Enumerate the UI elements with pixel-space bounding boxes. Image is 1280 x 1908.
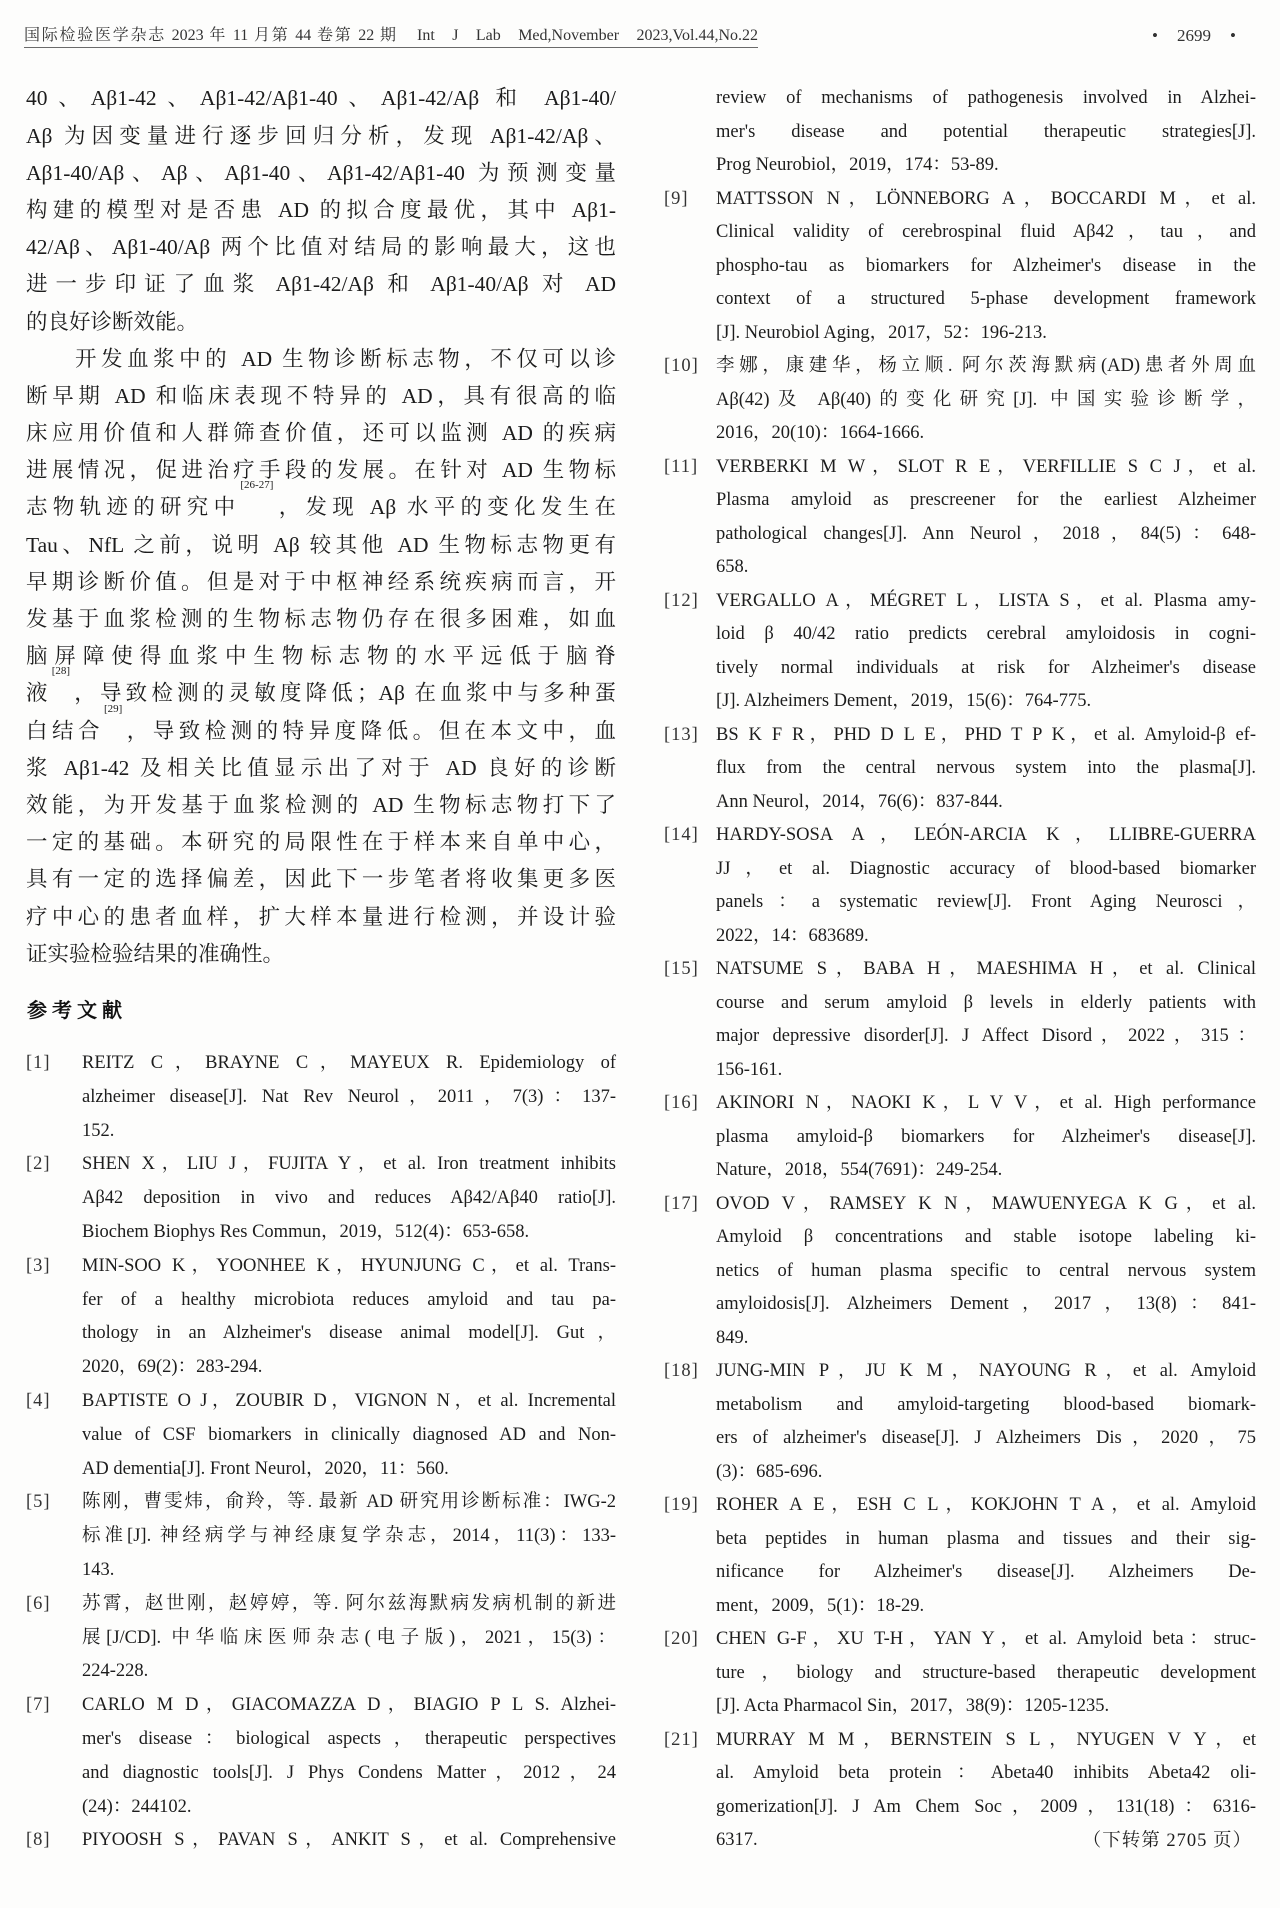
reference-line: amyloidosis[J]. Alzheimers Dement，2017，13(8)：841- <box>716 1294 1256 1315</box>
paragraph <box>26 341 616 973</box>
reference-line: 849. <box>716 1327 749 1348</box>
reference-item <box>26 1588 616 1689</box>
reference-number: [10] <box>664 356 699 377</box>
reference-line: HARDY-SOSA A，LEÓN-ARCIA K，LLIBRE-GUERRA <box>716 825 1256 846</box>
line-text: 断早期 AD 和临床表现不特异的 AD，具有很高的临 <box>26 383 616 408</box>
reference-line: course and serum amyloid β levels in elderly patients with <box>716 992 1256 1013</box>
reference-line: fer of a healthy microbiota reduces amyloid and tau pa- <box>82 1289 616 1310</box>
text-line <box>26 601 616 638</box>
reference-line: (3)：685-696. <box>716 1461 823 1482</box>
line-text: 一定的基础。本研究的局限性在于样本来自单中心， <box>26 830 616 855</box>
reference-line: Clinical validity of cerebrospinal fluid Aβ42，tau，and <box>716 222 1256 243</box>
reference-line: beta peptides in human plasma and tissues and their sig- <box>716 1528 1256 1549</box>
reference-line: 苏霄，赵世刚，赵婷婷，等. 阿尔兹海默病发病机制的新进 <box>82 1593 616 1614</box>
text-line <box>26 824 616 861</box>
reference-line: 224-228. <box>82 1661 149 1682</box>
reference-line: 标准[J]. 神经病学与神经康复学杂志，2014，11(3)：133- <box>82 1526 616 1547</box>
reference-line: NATSUME S，BABA H，MAESHIMA H，et al. Clinical <box>716 959 1256 980</box>
reference-item <box>664 1489 1256 1623</box>
reference-item <box>664 82 1256 183</box>
reference-line: flux from the central nervous system into the plasma[J]. <box>716 758 1256 779</box>
header-rule <box>24 47 758 48</box>
reference-line: 陈刚，曹雯炜，俞羚，等. 最新 AD 研究用诊断标准：IWG-2 <box>82 1492 616 1513</box>
reference-item <box>664 819 1256 953</box>
reference-line: BAPTISTE O J，ZOUBIR D，VIGNON N，et al. Incremental <box>82 1391 616 1412</box>
reference-line: review of mechanisms of pathogenesis involved in Alzhei- <box>716 88 1256 109</box>
reference-line: [J]. Acta Pharmacol Sin，2017，38(9)：1205-1235. <box>716 1696 1110 1717</box>
reference-number: [15] <box>664 959 699 980</box>
reference-line: al. Amyloid beta protein：Abeta40 inhibits Abeta42 oli- <box>716 1763 1256 1784</box>
body-text <box>26 80 616 973</box>
reference-item <box>664 1188 1256 1356</box>
paragraph <box>26 80 616 340</box>
reference-number: [4] <box>26 1391 51 1412</box>
text-line <box>26 378 616 415</box>
text-line <box>26 266 616 303</box>
reference-line: value of CSF biomarkers in clinically diagnosed AD and Non- <box>82 1424 616 1445</box>
reference-line: 李娜，康建华，杨立顺. 阿尔茨海默病(AD)患者外周血 <box>716 356 1256 377</box>
reference-line: plasma amyloid-β biomarkers for Alzheimer's disease[J]. <box>716 1126 1256 1147</box>
reference-line: AD dementia[J]. Front Neurol，2020，11：560. <box>82 1458 449 1479</box>
reference-number: [14] <box>664 825 699 846</box>
text-line <box>26 229 616 266</box>
text-line <box>26 341 616 378</box>
reference-line: 2022，14：683689. <box>716 925 869 946</box>
line-text: 液 <box>26 681 52 706</box>
reference-line: panels：a systematic review[J]. Front Aging Neurosci， <box>716 892 1256 913</box>
line-text: 白结合 <box>26 718 104 743</box>
reference-line: nificance for Alzheimer's disease[J]. Alzheimers De- <box>716 1562 1256 1583</box>
reference-item <box>664 1087 1256 1188</box>
references-heading: 参考文献 <box>27 998 127 1022</box>
reference-line: Nature，2018，554(7691)：249-254. <box>716 1160 1003 1181</box>
reference-item <box>26 1047 616 1148</box>
text-line <box>26 702 616 750</box>
reference-number: [19] <box>664 1495 699 1516</box>
reference-line: PIYOOSH S，PAVAN S，ANKIT S，et al. Comprehensive <box>82 1830 616 1851</box>
reference-line: tively normal individuals at risk for Alzheimer's disease <box>716 657 1256 678</box>
reference-line: pathological changes[J]. Ann Neurol，2018，84(5)：648- <box>716 523 1256 544</box>
reference-line: Amyloid β concentrations and stable isotope labeling ki- <box>716 1227 1256 1248</box>
reference-item <box>26 1250 616 1385</box>
reference-line: [J]. Neurobiol Aging，2017，52：196-213. <box>716 322 1047 343</box>
line-text: ，发现 Aβ 水平的变化发生在 <box>273 495 616 520</box>
line-text: Tau、NfL 之前，说明 Aβ 较其他 AD 生物标志物更有 <box>26 532 616 557</box>
reference-line: MURRAY M M，BERNSTEIN S L，NYUGEN V Y，et <box>716 1729 1256 1750</box>
text-line <box>26 479 616 526</box>
reference-item <box>664 350 1256 451</box>
reference-list-left <box>26 1047 616 1858</box>
reference-line: [J]. Alzheimers Dement，2019，15(6)：764-775. <box>716 691 1092 712</box>
reference-line: ers of alzheimer's disease[J]. J Alzheimers Dis，2020，75 <box>716 1428 1256 1449</box>
reference-line: 156-161. <box>716 1059 783 1080</box>
reference-line: 2020，69(2)：283-294. <box>82 1357 263 1378</box>
line-text: 构建的模型对是否患 AD 的拟合度最优，其中 Aβ1- <box>26 197 616 222</box>
text-line <box>26 527 616 564</box>
reference-number: [18] <box>664 1361 699 1382</box>
reference-line: Plasma amyloid as prescreener for the earliest Alzheimer <box>716 490 1256 511</box>
text-line <box>26 936 616 973</box>
reference-item <box>664 1623 1256 1724</box>
reference-line: 2016，20(10)：1664-1666. <box>716 423 925 444</box>
reference-line: BS K F R，PHD D L E，PHD T P K，et al. Amyloid-β ef- <box>716 724 1256 745</box>
reference-item <box>664 1355 1256 1489</box>
line-text: 的良好诊断效能。 <box>26 309 199 334</box>
line-text: 开发血浆中的 AD 生物诊断标志物，不仅可以诊 <box>75 346 616 371</box>
line-text: 浆 Aβ1-42 及相关比值显示出了对于 AD 良好的诊断 <box>26 755 616 780</box>
line-text: 志物轨迹的研究中 <box>26 495 241 520</box>
line-text: 证实验检验结果的准确性。 <box>26 941 285 966</box>
reference-line: MIN-SOO K，YOONHEE K，HYUNJUNG C，et al. Trans- <box>82 1255 616 1276</box>
text-line <box>26 787 616 824</box>
reference-line: Aβ(42)及 Aβ(40)的变化研究[J]. 中国实验诊断学， <box>716 389 1256 410</box>
reference-line: MATTSSON N，LÖNNEBORG A，BOCCARDI M，et al. <box>716 188 1256 209</box>
continuation-note: （下转第 2705 页） <box>1082 1831 1252 1851</box>
reference-line: JJ，et al. Diagnostic accuracy of blood-based biomarker <box>716 858 1256 879</box>
line-text: 效能，为开发基于血浆检测的 AD 生物标志物打下了 <box>26 792 616 817</box>
reference-line: Ann Neurol，2014，76(6)：837-844. <box>716 791 1003 812</box>
reference-line: CHEN G-F，XU T-H，YAN Y，et al. Amyloid beta：struc- <box>716 1629 1256 1650</box>
reference-line: alzheimer disease[J]. Nat Rev Neurol，2011，7(3)：137- <box>82 1086 616 1107</box>
reference-number: [11] <box>664 456 699 477</box>
reference-line: ROHER A E，ESH C L，KOKJOHN T A，et al. Amyloid <box>716 1495 1256 1516</box>
reference-line: thology in an Alzheimer's disease animal model[J]. Gut， <box>82 1323 616 1344</box>
reference-item <box>664 451 1256 585</box>
reference-item <box>664 953 1256 1087</box>
reference-line: REITZ C，BRAYNE C，MAYEUX R. Epidemiology of <box>82 1053 616 1074</box>
citation-superscript: [29] <box>103 702 123 715</box>
reference-line: major depressive disorder[J]. J Affect Disord，2022，315： <box>716 1026 1256 1047</box>
line-text: 40、Aβ1-42、Aβ1-42/Aβ1-40、Aβ1-42/Aβ 和 Aβ1-40/ <box>26 86 616 111</box>
text-line <box>26 899 616 936</box>
reference-number: [5] <box>26 1492 51 1513</box>
reference-line: context of a structured 5-phase development framework <box>716 289 1256 310</box>
reference-number: [16] <box>664 1093 699 1114</box>
reference-line: JUNG-MIN P，JU K M，NAYOUNG R，et al. Amyloid <box>716 1361 1256 1382</box>
line-text: 床应用价值和人群筛查价值，还可以监测 AD 的疾病 <box>26 421 616 446</box>
line-text: 脑屏障使得血浆中生物标志物的水平远低于脑脊 <box>26 644 616 669</box>
line-text: 早期诊断价值。但是对于中枢神经系统疾病而言，开 <box>26 569 616 594</box>
reference-line: ment，2009，5(1)：18-29. <box>716 1595 925 1616</box>
citation-superscript: [26-27] <box>240 479 274 492</box>
reference-line: mer's disease：biological aspects，therapeutic perspectives <box>82 1729 616 1750</box>
reference-line: Biochem Biophys Res Commun，2019，512(4)：653-658. <box>82 1222 530 1243</box>
line-text: 疗中心的患者血样，扩大样本量进行检测，并设计验 <box>26 904 616 929</box>
reference-item <box>664 585 1256 719</box>
text-line <box>26 118 616 155</box>
line-text: 具有一定的选择偏差，因此下一步笔者将收集更多医 <box>26 867 616 892</box>
line-text: 发基于血浆检测的生物标志物仍存在很多困难，如血 <box>26 607 616 632</box>
reference-number: [17] <box>664 1193 699 1214</box>
reference-line: gomerization[J]. J Am Chem Soc，2009，131(18)：6316- <box>716 1796 1256 1817</box>
reference-number: [3] <box>26 1255 51 1276</box>
reference-line: Prog Neurobiol，2019，174：53-89. <box>716 155 999 176</box>
line-text: Aβ 为因变量进行逐步回归分析，发现 Aβ1-42/Aβ、 <box>26 123 616 148</box>
citation-superscript: [28] <box>51 665 71 678</box>
reference-item <box>26 1486 616 1587</box>
reference-item <box>26 1148 616 1249</box>
reference-number: [20] <box>664 1629 699 1650</box>
text-line <box>26 861 616 898</box>
reference-number: [21] <box>664 1729 699 1750</box>
text-line <box>26 80 616 117</box>
reference-line: 152. <box>82 1120 115 1141</box>
reference-line: 143. <box>82 1560 115 1581</box>
reference-line: SHEN X，LIU J，FUJITA Y，et al. Iron treatment inhibits <box>82 1154 616 1175</box>
reference-line: AKINORI N，NAOKI K，L V V，et al. High performance <box>716 1093 1256 1114</box>
reference-line: and diagnostic tools[J]. J Phys Condens Matter，2012，24 <box>82 1762 616 1783</box>
reference-line: metabolism and amyloid-targeting blood-based biomark- <box>716 1394 1256 1415</box>
text-line <box>26 638 616 678</box>
text-line <box>26 564 616 601</box>
reference-line: VERGALLO A，MÉGRET L，LISTA S，et al. Plasma amy- <box>716 590 1256 611</box>
reference-item <box>26 1689 616 1824</box>
line-text: ，导致检测的灵敏度降低；Aβ 在血浆中与多种蛋 <box>70 681 616 706</box>
reference-number: [8] <box>26 1830 51 1851</box>
text-line <box>26 452 616 492</box>
reference-line: CARLO M D，GIACOMAZZA D，BIAGIO P L S. Alzhei- <box>82 1695 616 1716</box>
reference-item <box>664 719 1256 820</box>
reference-item <box>26 1385 616 1486</box>
line-text: ，导致检测的特异度降低。但在本文中，血 <box>122 718 616 743</box>
text-line <box>26 750 616 787</box>
page-number: • 2699 • <box>1152 26 1236 45</box>
reference-line: OVOD V，RAMSEY K N，MAWUENYEGA K G，et al. <box>716 1193 1256 1214</box>
reference-number: [7] <box>26 1695 51 1716</box>
reference-line: phospho-tau as biomarkers for Alzheimer's disease in the <box>716 255 1256 276</box>
reference-number: [1] <box>26 1053 51 1074</box>
reference-line: netics of human plasma specific to central nervous system <box>716 1260 1256 1281</box>
line-text: Aβ1-40/Aβ、Aβ、Aβ1-40、Aβ1-42/Aβ1-40 为预测变量 <box>26 160 616 185</box>
reference-line: 展[J/CD]. 中华临床医师杂志(电子版)，2021，15(3)： <box>82 1627 616 1648</box>
reference-number: [6] <box>26 1593 51 1614</box>
reference-line: ture，biology and structure-based therapeutic development <box>716 1662 1256 1683</box>
line-text: 进一步印证了血浆 Aβ1-42/Aβ 和 Aβ1-40/Aβ 对 AD <box>26 272 616 297</box>
reference-number: [13] <box>664 724 699 745</box>
reference-line: 658. <box>716 557 749 578</box>
reference-number: [2] <box>26 1154 51 1175</box>
text-line <box>26 415 616 452</box>
reference-item <box>26 1824 616 1858</box>
reference-number: [9] <box>664 188 689 209</box>
line-text: 42/Aβ、Aβ1-40/Aβ 两个比值对结局的影响最大，这也 <box>26 235 616 260</box>
journal-title-cn: 国际检验医学杂志 2023 年 11 月第 44 卷第 22 期 <box>24 27 396 44</box>
reference-item <box>664 183 1256 351</box>
reference-line: mer's disease and potential therapeutic strategies[J]. <box>716 121 1256 142</box>
reference-line: (24)：244102. <box>82 1796 192 1817</box>
reference-list-right <box>664 82 1256 1858</box>
text-line <box>26 155 616 192</box>
reference-line: 6317. <box>716 1830 758 1851</box>
line-text: 进展情况，促进治疗手段的发展。在针对 AD 生物标 <box>26 458 616 483</box>
reference-line: VERBERKI M W，SLOT R E，VERFILLIE S C J，et al. <box>716 456 1256 477</box>
journal-title-en: Int J Lab Med,November 2023,Vol.44,No.22 <box>417 27 758 44</box>
text-line <box>26 304 616 341</box>
reference-line: loid β 40/42 ratio predicts cerebral amyloidosis in cogni- <box>716 624 1256 645</box>
reference-number: [12] <box>664 590 699 611</box>
reference-line: Aβ42 deposition in vivo and reduces Aβ42/Aβ40 ratio[J]. <box>82 1188 616 1209</box>
text-line <box>26 192 616 229</box>
